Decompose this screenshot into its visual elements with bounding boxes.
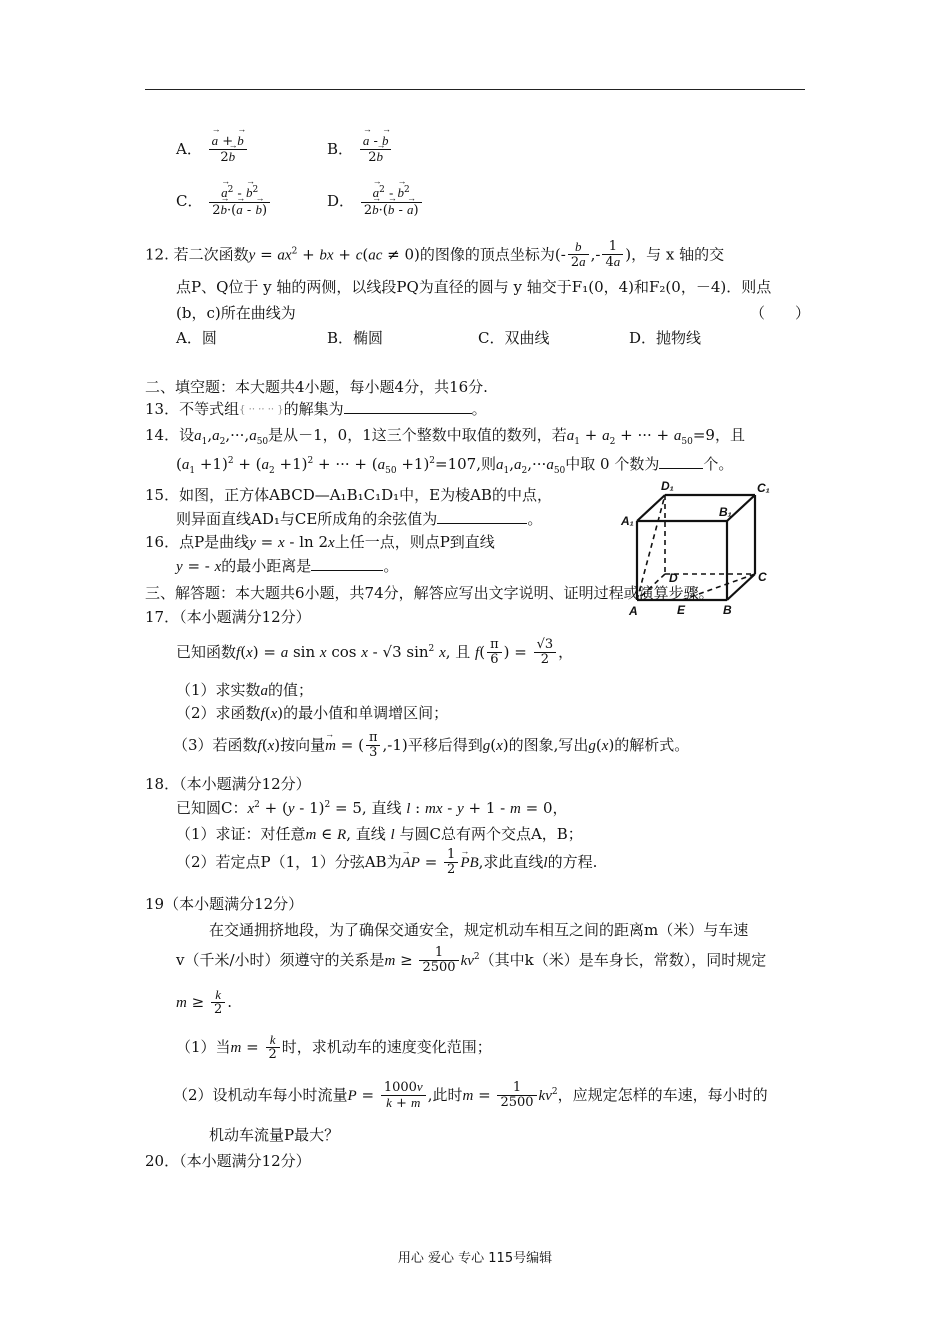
header-rule xyxy=(145,89,805,90)
q17-part3: （3）若函数f(x)按向量→ m = ( $\frac{\pi}{3}$ ,-1)平移后得到g(x)的图象,写出g(x)的解析式。 xyxy=(173,731,689,761)
q15-line2: 则异面直线AD₁与CE所成角的余弦值为 。 xyxy=(176,510,543,528)
q18-part2: （2）若定点P（1，1）分弦AB为→ AP = $\frac{1}{2}$ → PB,求此直线l的方程. xyxy=(176,848,597,878)
label-b1: B₁ xyxy=(719,505,732,519)
q17-part2: （2）求函数f(x)的最小值和单调增区间； xyxy=(176,704,449,722)
q20-heading: 20．（本小题满分12分） xyxy=(145,1152,311,1170)
label-d1: D₁ xyxy=(661,479,674,493)
q12-line1: 12. 若二次函数$y = ax^2$ + bx + c(ac ≠ 0)的图像的顶点坐标为(- $\frac{b}{2a}$ ,- $\frac{1}{4a}$ )，与 x 轴的交 xyxy=(145,239,725,271)
q19-line2: v（千米/小时）须遵守的关系是m ≥ $\frac{1}{2500}$ $kv^2$（其中k（米）是车身长，常数），同时规定 xyxy=(176,945,767,976)
q13-line: 13．不等式组{ ·· ·· ·· }的解集为 。 xyxy=(145,400,487,418)
label-c1: C₁ xyxy=(757,481,770,495)
q12-option-d: D．抛物线 xyxy=(629,329,702,347)
q14-line1: 14．设$a_1,a_2,\cdot\cdot\cdot,a_{50}$是从－1，0，1这三个整数中取值的数列，若$a_1 + a_2$ + ··· + $a_{50}=9$，且 xyxy=(145,426,745,447)
q17-heading: 17．（本小题满分12分） xyxy=(145,608,311,626)
q14-line2: $(a_1 +1)^2 + (a_2 +1)^2$ + ··· + $(a_{50} +1)^2=107$,则$a_1,a_2,\cdot\cdot\cdot a_{50}$中取 0 个数为 个。 xyxy=(176,455,734,476)
q11-option-b: B． → $\frac{a - \to b}{2\to b}$ xyxy=(327,134,393,166)
q17-part1: （1）求实数a的值； xyxy=(176,681,314,699)
q11-option-d: D． → $\frac{a^2 - \to b^2}{2\to b\cdot(\to b - \to a)}$ xyxy=(327,186,424,218)
page-footer: 用心 爱心 专心 115号编辑 xyxy=(397,1251,553,1266)
q19-part2-line2: 机动车流量P最大？ xyxy=(209,1126,340,1144)
q11-option-c: C． → $\frac{a^2 - \to b^2}{2\to b\cdot(\to a - \to b)}$ xyxy=(176,186,272,218)
q18-heading: 18．（本小题满分12分） xyxy=(145,775,311,793)
q18-stem: 已知圆C：$x^2 + (y - 1)^2 = 5$, 直线 l : mx - y + 1 - m = 0， xyxy=(176,799,568,817)
q19-part1: （1）当m = $\frac{k}{2}$ 时，求机动车的速度变化范围； xyxy=(176,1032,492,1063)
section-answer-heading: 三、解答题：本大题共6小题，共74分，解答应写出文字说明、证明过程或演算步骤。 xyxy=(145,584,714,602)
label-d: D xyxy=(669,571,678,585)
q12-option-a: A．圆 xyxy=(176,329,217,347)
q15-line1: 15．如图，正方体ABCD—A₁B₁C₁D₁中，E为棱AB的中点， xyxy=(145,486,552,504)
q19-part2: （2）设机动车每小时流量P = $\frac{1000v}{k + m}$ ,此时m = $\frac{1}{2500}$ $kv^2$，应规定怎样的车速，每小时的 xyxy=(173,1079,768,1112)
label-a: A xyxy=(629,604,638,618)
q11-option-a: A． → $\frac{a + \to b}{2\to b}$ xyxy=(176,134,249,166)
q16-line1: 16．点P是曲线y = x - ln 2x上任一点，则点P到直线 xyxy=(145,533,495,551)
q12-line2: 点P、Q位于 y 轴的两侧，以线段PQ为直径的圆与 y 轴交于F₁(0，4)和F₂(0，－4)．则点 xyxy=(176,278,772,296)
q19-heading: 19（本小题满分12分） xyxy=(145,895,304,913)
q17-stem: 已知函数f(x) = a sin x cos x - √3 $\sin^2 x$, 且 f( $\frac{\pi}{6}$ ) = $\frac{√3}{2}$ ， xyxy=(176,637,574,668)
label-b: B xyxy=(723,603,732,617)
q19-line1: 在交通拥挤地段，为了确保交通安全，规定机动车相互之间的距离m（米）与车速 xyxy=(209,921,749,939)
q12-option-c: C．双曲线 xyxy=(478,329,550,347)
q12-option-b: B．椭圆 xyxy=(327,329,384,347)
q18-part1: （1）求证：对任意m ∈ R, 直线 l 与圆C总有两个交点A，B； xyxy=(176,825,583,843)
label-c: C xyxy=(758,570,767,584)
q16-line2: y = - x的最小距离是 。 xyxy=(176,557,399,575)
label-e: E xyxy=(677,603,686,617)
section-fill-in-heading: 二、填空题：本大题共4小题，每小题4分，共16分. xyxy=(145,378,488,396)
label-a1: A₁ xyxy=(621,514,634,528)
q12-answer-bracket: （ ） xyxy=(750,304,811,322)
q12-line3: (b，c)所在曲线为 xyxy=(176,304,296,322)
q19-line3: m ≥ $\frac{k}{2}$ . xyxy=(176,987,233,1018)
